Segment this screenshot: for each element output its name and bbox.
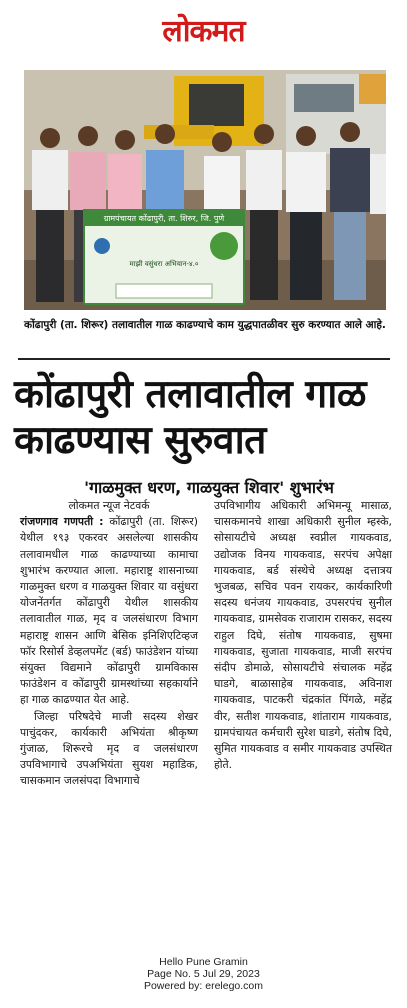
article-subheadline: 'गाळमुक्त धरण, गाळयुक्त शिवार' शुभारंभ [84,478,334,497]
banner-subtitle: माझी वसुंधरा अभियान-४.० [129,260,199,268]
footer-powered-by: Powered by: erelego.com [143,980,264,992]
article-column-right [214,498,392,773]
news-photo [24,70,386,310]
footer-edition: Hello Pune Gramin [159,956,248,968]
page-footer [0,956,407,992]
banner-title: ग्रामपंचायत कोंढापुरी, ता. शिरुर, जि. पुणे [103,214,225,223]
masthead-logo: लोकमत [162,13,245,49]
paragraph-2: जिल्हा परिषदेचे माजी सदस्य शेखर पाचुंदकर, कार्यकारी अभियंता श्रीकृष्ण गुंजाळ, शिरूरचे मृद व जलसंधारण उपविभागाचे उपअभियंता सुयश महाडिक, चासकमान जलसंपदा विभागाचे [20,709,198,788]
footer-page-date: Page No. 5 Jul 29, 2023 [147,968,260,980]
newspaper-masthead [0,0,407,58]
article-headline: कोंढापुरी तलावातील गाळ काढण्यास सुरुवात [14,372,366,463]
paragraph-1: रांजणगाव गणपती : कोंढापुरी (ता. शिरूर) येथील १९३ एकरवर असलेल्या शासकीय तलावामधील गाळ काढण्याच्या कामाचा शुभारंभ करण्यात आला. महाराष्ट्र शासनाच्या गाळमुक्त धरण व गाळयुक्त शिवार या वसुंधरा योजनेंतर्गत कोंढापुरी येथील शासकीय तलावातील गाळ, मृद व जलसंधारण विभाग महाराष्ट्र शासन आणि बेसिक इनिशिएटिव्हज फॉर रिसोर्स डेव्हलपमेंट (बर्ड) फाउंडेशन यांच्या संयुक्त विद्यमाने कोंढापुरी ग्रामविकास फाउंडेशन व कोंढापुरी ग्रामस्थांच्या सहकार्याने हा गाळ काढण्यात येत आहे. [20,515,198,707]
photo-scene [24,70,386,310]
article-column-left [20,498,198,790]
section-divider [18,358,390,360]
photo-caption: कोंढापुरी (ता. शिरूर) तलावातील गाळ काढण्याचे काम युद्धपातळीवर सुरु करण्यात आले आहे. [24,319,386,331]
byline: लोकमत न्यूज नेटवर्क [68,499,150,512]
paragraph-3: उपविभागीय अधिकारी अभिमन्यू मासाळ, चासकमानचे शाखा अधिकारी सुनील म्हस्के, सोसायटीचे अध्यक्ष स्वप्नील गायकवाड, उद्योजक विनय गायकवाड, सरपंच अपेक्षा गायकवाड, बर्ड संस्थेचे अध्यक्ष दत्तात्रय भुजबळ, सचिव पवन रायकर, कार्यकारिणी सदस्य धनंजय गायकवाड, उपसरपंच सुनील गायकवाड, ग्रामसेवक राजाराम रासकर, सदस्य राहुल दिघे, संतोष गायकवाड, सुषमा गायकवाड, सुजाता गायकवाड, माजी सरपंच संदीप डोमाळे, सोसायटीचे संचालक महेंद्र घाडगे, बाळासाहेब गायकवाड, अविनाश गायकवाड, पाटकरी चंद्रकांत पिंगळे, महेंद्र वीर, सतीश गायकवाड, शांताराम गायकवाड, ग्रामपंचायत कर्मचारी सुरेश घाडगे, संतोष दिघे, सुमित गायकवाड व समीर गायकवाड उपस्थित होते. [214,499,392,772]
dateline: रांजणगाव गणपती : [20,515,104,529]
